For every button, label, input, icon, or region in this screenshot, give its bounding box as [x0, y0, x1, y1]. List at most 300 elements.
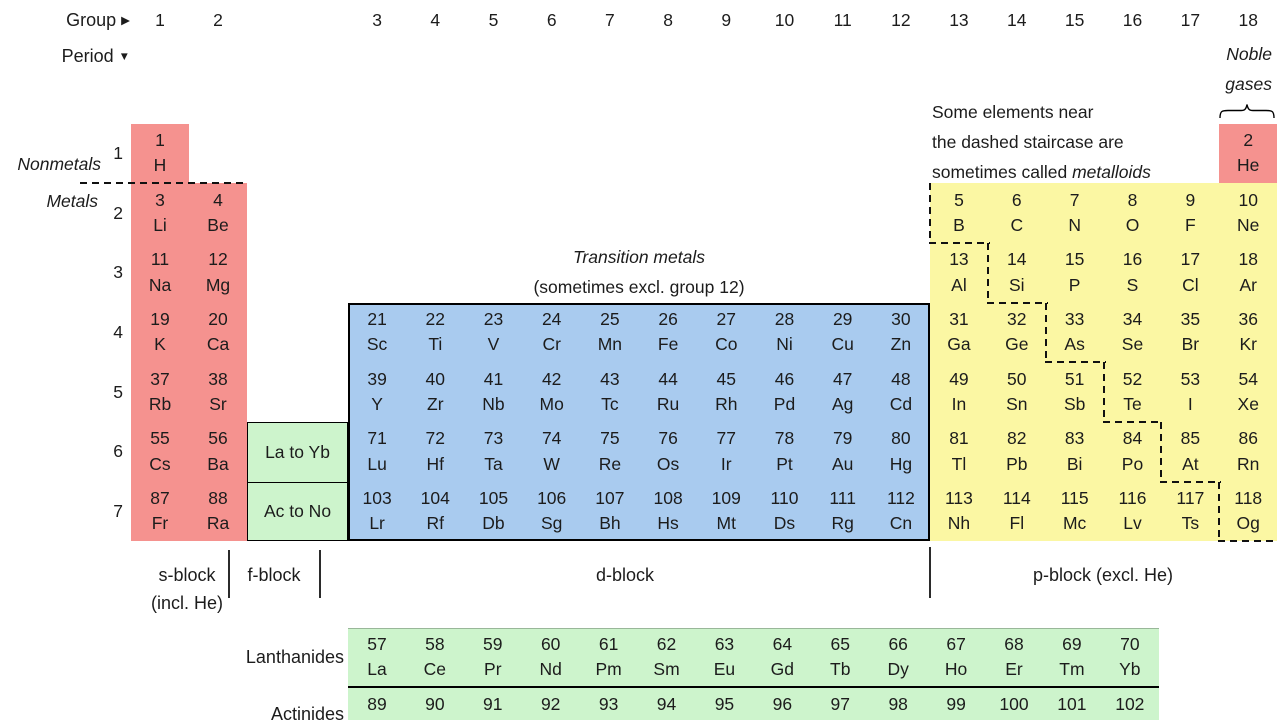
element-cell [406, 422, 464, 482]
element-symbol: Fr [151, 513, 169, 534]
f-block-placeholder-la: La to Yb [247, 422, 348, 482]
actinide-cell [522, 687, 580, 720]
atomic-number: 54 [1238, 368, 1258, 389]
element-symbol: Au [831, 453, 854, 474]
atomic-number: 29 [832, 308, 853, 329]
atomic-number: 24 [541, 308, 562, 329]
element-cell [189, 422, 247, 482]
element-symbol: Kr [1239, 334, 1257, 355]
element-cell [464, 362, 522, 422]
element-symbol: Cs [149, 453, 171, 474]
element-symbol: Mt [716, 513, 736, 534]
element-cell [814, 303, 872, 363]
element-cell [131, 243, 189, 303]
element-symbol: Ce [423, 659, 447, 680]
atomic-number: 100 [999, 693, 1029, 714]
element-cell [1219, 482, 1277, 542]
element-cell [189, 183, 247, 243]
element-cell [697, 422, 755, 482]
actinide-cell [695, 687, 753, 720]
atomic-number: 51 [1064, 368, 1085, 389]
element-cell [872, 482, 930, 542]
element-symbol: Xe [1237, 394, 1259, 415]
atomic-number: 45 [716, 368, 737, 389]
element-symbol: Tm [1059, 659, 1085, 680]
actinide-cell [464, 687, 522, 720]
atomic-number: 79 [832, 428, 853, 449]
transition-metals-note: (sometimes excl. group 12) [533, 277, 745, 297]
element-cell [523, 303, 581, 363]
atomic-number: 117 [1176, 487, 1205, 508]
element-symbol: W [543, 453, 560, 474]
element-cell [1046, 243, 1104, 303]
element-symbol: Ne [1237, 215, 1260, 236]
element-symbol: Cd [889, 394, 913, 415]
element-cell [1219, 422, 1277, 482]
element-cell [131, 124, 189, 184]
atomic-number: 46 [774, 368, 795, 389]
element-symbol: Bh [599, 513, 621, 534]
atomic-number: 57 [367, 633, 387, 654]
group-number: 7 [605, 10, 615, 30]
atomic-number: 58 [425, 633, 445, 654]
element-symbol: Ca [206, 334, 230, 355]
element-cell [131, 482, 189, 542]
atomic-number: 101 [1057, 693, 1087, 714]
element-cell [581, 422, 639, 482]
element-symbol: S [1126, 274, 1139, 295]
element-cell [131, 183, 189, 243]
period-number: 6 [113, 441, 123, 462]
element-symbol: Sb [1063, 394, 1086, 415]
atomic-number: 9 [1185, 189, 1196, 210]
atomic-number: 21 [367, 308, 387, 329]
group-number: 11 [833, 10, 852, 30]
actinide-cell [985, 687, 1043, 720]
atomic-number: 44 [658, 368, 678, 389]
element-cell [930, 183, 988, 243]
group-number: 1 [155, 10, 165, 30]
element-symbol: Fl [1009, 513, 1025, 534]
atomic-number: 108 [653, 487, 683, 508]
atomic-number: 27 [716, 308, 737, 329]
element-cell [988, 183, 1046, 243]
lanthanide-cell [1101, 628, 1159, 688]
atomic-number: 38 [208, 368, 228, 389]
block-divider [319, 550, 321, 598]
element-symbol: Na [148, 274, 172, 295]
atomic-number: 19 [150, 308, 170, 329]
atomic-number: 83 [1064, 428, 1085, 449]
element-symbol: Nb [482, 394, 505, 415]
atomic-number: 48 [891, 368, 911, 389]
element-symbol: Bi [1066, 453, 1083, 474]
element-symbol: H [153, 155, 167, 176]
metalloid-note: the dashed staircase are [932, 132, 1124, 152]
atomic-number: 28 [774, 308, 795, 329]
atomic-number: 109 [711, 487, 741, 508]
actinide-cell [580, 687, 638, 720]
element-symbol: Ba [207, 453, 229, 474]
element-symbol: Pt [776, 453, 793, 474]
element-cell [930, 362, 988, 422]
atomic-number: 33 [1064, 308, 1085, 329]
element-cell [1161, 183, 1219, 243]
atomic-number: 53 [1180, 368, 1201, 389]
atomic-number: 15 [1064, 249, 1085, 270]
metals-label: Metals [46, 191, 98, 211]
atomic-number: 22 [425, 308, 446, 329]
atomic-number: 59 [483, 633, 503, 654]
period-number: 5 [113, 381, 123, 402]
element-symbol: Tl [951, 453, 967, 474]
atomic-number: 90 [425, 693, 445, 714]
atomic-number: 81 [949, 428, 969, 449]
group-number: 16 [1122, 10, 1143, 30]
atomic-number: 25 [600, 308, 620, 329]
element-cell [755, 303, 813, 363]
atomic-number: 96 [772, 693, 793, 714]
atomic-number: 34 [1122, 308, 1143, 329]
element-cell [464, 303, 522, 363]
element-cell [755, 482, 813, 542]
element-cell [1161, 422, 1219, 482]
atomic-number: 75 [600, 428, 620, 449]
element-cell [697, 362, 755, 422]
element-symbol: Hg [889, 453, 913, 474]
atomic-number: 70 [1120, 633, 1140, 654]
atomic-number: 71 [367, 428, 387, 449]
element-cell [406, 482, 464, 542]
element-symbol: Ra [206, 513, 230, 534]
element-symbol: Hs [657, 513, 679, 534]
atomic-number: 23 [483, 308, 504, 329]
group-number: 17 [1180, 10, 1201, 30]
lanthanide-cell [869, 628, 927, 688]
group-number: 8 [663, 10, 673, 30]
metalloid-staircase-segment [1045, 303, 1047, 364]
element-cell [1161, 362, 1219, 422]
element-cell [930, 243, 988, 303]
element-symbol: N [1068, 215, 1081, 236]
element-cell [189, 482, 247, 542]
atomic-number: 82 [1007, 428, 1027, 449]
element-symbol: Sm [653, 659, 680, 680]
element-cell [189, 362, 247, 422]
element-symbol: I [1187, 394, 1193, 415]
element-symbol: Fe [657, 334, 679, 355]
period-number: 2 [113, 202, 123, 223]
element-symbol: Re [598, 453, 622, 474]
atomic-number: 66 [888, 633, 908, 654]
element-symbol: He [1237, 155, 1260, 176]
noble-gases-label: gases [1225, 74, 1272, 94]
element-symbol: P [1068, 274, 1081, 295]
element-cell [872, 362, 930, 422]
atomic-number: 115 [1060, 487, 1089, 508]
element-cell [189, 303, 247, 363]
element-symbol: Ti [428, 334, 443, 355]
element-symbol: Mg [205, 274, 231, 295]
element-cell [581, 362, 639, 422]
lanthanide-cell [348, 628, 406, 688]
group-number: 9 [721, 10, 732, 30]
element-cell [1219, 362, 1277, 422]
atomic-number: 10 [1238, 189, 1258, 210]
lanthanides-label: Lanthanides [245, 647, 344, 667]
element-cell [189, 243, 247, 303]
element-symbol: Rh [715, 394, 738, 415]
noble-gases-bracket [1218, 103, 1276, 120]
atomic-number: 3 [155, 189, 165, 210]
metalloid-staircase-segment [987, 243, 989, 304]
element-cell [988, 482, 1046, 542]
element-symbol: Ni [776, 334, 793, 355]
element-cell [1219, 243, 1277, 303]
element-cell [988, 422, 1046, 482]
atomic-number: 40 [425, 368, 446, 389]
metalloid-staircase-segment [1160, 422, 1162, 483]
element-cell [1219, 124, 1277, 184]
atomic-number: 118 [1234, 487, 1263, 508]
element-cell [755, 422, 813, 482]
transition-metals-note: Transition metals [573, 247, 705, 267]
noble-gases-label: Noble [1226, 44, 1272, 64]
lanthanide-cell [406, 628, 464, 688]
block-label-p: p-block (excl. He) [1032, 565, 1174, 585]
atomic-number: 94 [656, 693, 677, 714]
element-symbol: Nh [947, 513, 971, 534]
lanthanide-cell [522, 628, 580, 688]
block-label-f: f-block [247, 565, 301, 585]
atomic-number: 98 [888, 693, 908, 714]
element-symbol: Rb [148, 394, 172, 415]
atomic-number: 20 [208, 308, 228, 329]
element-symbol: Po [1121, 453, 1144, 474]
element-symbol: Os [656, 453, 680, 474]
atomic-number: 36 [1238, 308, 1258, 329]
element-cell [639, 303, 697, 363]
element-cell [1104, 303, 1162, 363]
atomic-number: 88 [208, 487, 228, 508]
element-cell [639, 422, 697, 482]
nonmetals-label: Nonmetals [17, 154, 101, 174]
element-cell [1046, 362, 1104, 422]
element-cell [930, 303, 988, 363]
metalloid-staircase-segment [1160, 481, 1221, 483]
atomic-number: 99 [946, 693, 966, 714]
metalloid-staircase-segment [929, 183, 931, 244]
lanthanide-cell [985, 628, 1043, 688]
metalloid-note [932, 160, 1151, 184]
group-number: 15 [1064, 10, 1085, 30]
element-cell [930, 482, 988, 542]
element-symbol: Si [1009, 274, 1025, 295]
element-symbol: La [367, 659, 387, 680]
atomic-number: 73 [483, 428, 504, 449]
f-block-placeholder-ac: Ac to No [247, 482, 348, 542]
atomic-number: 61 [598, 633, 619, 654]
element-symbol: Ir [720, 453, 732, 474]
metalloid-note-text: sometimes called [932, 162, 1073, 182]
atomic-number: 107 [595, 487, 625, 508]
atomic-number: 84 [1122, 428, 1143, 449]
atomic-number: 18 [1238, 249, 1258, 270]
element-symbol: Cu [831, 334, 854, 355]
element-symbol: Mc [1062, 513, 1087, 534]
actinide-cell [869, 687, 927, 720]
atomic-number: 116 [1118, 487, 1147, 508]
element-cell [1046, 303, 1104, 363]
element-cell [930, 422, 988, 482]
atomic-number: 4 [213, 189, 223, 210]
atomic-number: 112 [886, 487, 915, 508]
group-number: 18 [1238, 10, 1258, 30]
element-symbol: Er [1005, 659, 1023, 680]
atomic-number: 67 [946, 633, 966, 654]
atomic-number: 78 [774, 428, 795, 449]
period-label-text: Period [61, 46, 114, 66]
actinide-cell [638, 687, 696, 720]
element-symbol: Mn [597, 334, 623, 355]
atomic-number: 12 [208, 249, 228, 270]
element-symbol: Ge [1005, 334, 1029, 355]
element-cell [639, 362, 697, 422]
atomic-number: 86 [1238, 428, 1258, 449]
atomic-number: 7 [1069, 189, 1080, 210]
element-cell [348, 482, 406, 542]
element-symbol: Nd [539, 659, 562, 680]
element-symbol: Se [1121, 334, 1144, 355]
group-number: 6 [546, 10, 557, 30]
lanthanide-cell [464, 628, 522, 688]
element-symbol: Be [207, 215, 229, 236]
element-symbol: B [953, 215, 965, 236]
atomic-number: 111 [829, 487, 856, 508]
lanthanide-cell [638, 628, 696, 688]
lanthanide-cell [753, 628, 811, 688]
atomic-number: 85 [1180, 428, 1201, 449]
element-symbol: Cn [889, 513, 913, 534]
atomic-number: 35 [1180, 308, 1201, 329]
element-cell [1104, 362, 1162, 422]
group-label-text: Group [66, 10, 117, 30]
atomic-number: 17 [1180, 249, 1201, 270]
element-symbol: Hf [426, 453, 445, 474]
group-number: 2 [213, 10, 223, 30]
atomic-number: 87 [150, 487, 170, 508]
element-symbol: Db [482, 513, 505, 534]
element-symbol: Og [1236, 513, 1260, 534]
atomic-number: 65 [830, 633, 850, 654]
element-symbol: Ag [831, 394, 854, 415]
element-symbol: Tc [601, 394, 619, 415]
atomic-number: 80 [891, 428, 911, 449]
atomic-number: 60 [540, 633, 561, 654]
element-cell [1161, 482, 1219, 542]
element-cell [639, 482, 697, 542]
atomic-number: 69 [1062, 633, 1082, 654]
element-symbol: Mo [539, 394, 564, 415]
period-header-label [30, 44, 130, 71]
element-cell [406, 362, 464, 422]
atomic-number: 47 [832, 368, 853, 389]
lanthanide-cell [1043, 628, 1101, 688]
element-symbol: Tb [830, 659, 851, 680]
metalloid-staircase-segment [80, 182, 248, 184]
element-cell [988, 362, 1046, 422]
atomic-number: 1 [155, 129, 165, 150]
element-symbol: Zr [427, 394, 444, 415]
atomic-number: 77 [716, 428, 737, 449]
group-number: 12 [891, 10, 911, 30]
atomic-number: 6 [1011, 189, 1022, 210]
element-symbol: Te [1123, 394, 1142, 415]
element-cell [988, 303, 1046, 363]
atomic-number: 30 [891, 308, 911, 329]
element-cell [872, 422, 930, 482]
element-cell [348, 362, 406, 422]
atomic-number: 2 [1243, 129, 1254, 150]
actinide-cell [1043, 687, 1101, 720]
element-cell [1219, 183, 1277, 243]
element-cell [523, 362, 581, 422]
group-number: 10 [774, 10, 795, 30]
element-cell [1046, 183, 1104, 243]
atomic-number: 43 [600, 368, 620, 389]
element-symbol: Lu [367, 453, 387, 474]
metalloid-staircase-segment [1218, 540, 1277, 542]
atomic-number: 104 [420, 487, 450, 508]
element-cell [581, 482, 639, 542]
element-symbol: Sc [366, 334, 388, 355]
atomic-number: 11 [150, 249, 170, 270]
element-symbol: Ru [656, 394, 680, 415]
element-cell [697, 303, 755, 363]
element-symbol: K [154, 334, 166, 355]
actinide-cell [348, 687, 406, 720]
element-cell [1046, 482, 1104, 542]
atomic-number: 113 [944, 487, 973, 508]
atomic-number: 8 [1127, 189, 1138, 210]
group-number: 14 [1007, 10, 1027, 30]
element-cell [464, 482, 522, 542]
metalloid-staircase-segment [929, 242, 990, 244]
element-symbol: Ts [1181, 513, 1200, 534]
atomic-number: 110 [770, 487, 799, 508]
group-header-label [30, 8, 130, 35]
atomic-number: 105 [478, 487, 509, 508]
element-symbol: Rn [1237, 453, 1260, 474]
atomic-number: 62 [656, 633, 677, 654]
atomic-number: 16 [1122, 249, 1143, 270]
element-cell [1104, 482, 1162, 542]
metalloid-note: Some elements near [932, 102, 1094, 122]
element-cell [814, 362, 872, 422]
element-cell [988, 243, 1046, 303]
element-cell [464, 422, 522, 482]
actinide-cell [1101, 687, 1159, 720]
atomic-number: 95 [714, 693, 735, 714]
atomic-number: 56 [208, 428, 228, 449]
metalloid-staircase-segment [1218, 482, 1220, 543]
atomic-number: 63 [714, 633, 735, 654]
element-symbol: Ga [947, 334, 971, 355]
element-symbol: Sn [1006, 394, 1028, 415]
element-cell [348, 422, 406, 482]
element-symbol: Lv [1123, 513, 1142, 534]
lanthanide-cell [927, 628, 985, 688]
